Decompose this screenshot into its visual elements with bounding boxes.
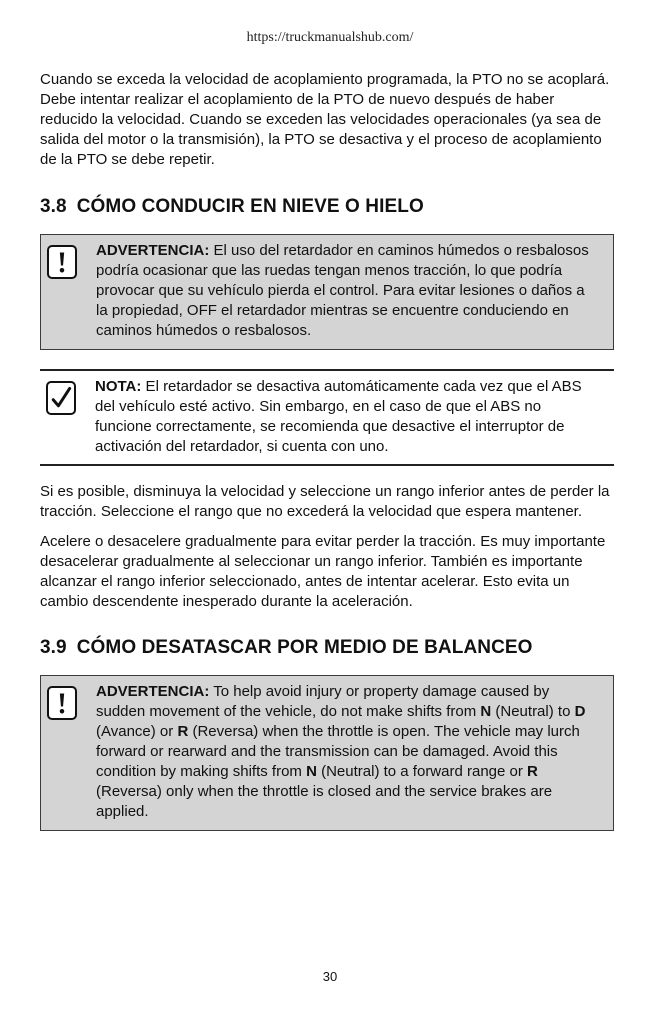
warning-text: (Reversa) only when the throttle is closed and the service brakes are applied.: [96, 783, 553, 820]
intro-paragraph: Cuando se exceda la velocidad de acoplamiento programada, la PTO no se acoplará. Debe intentar realizar el acoplamiento de la PTO de nuevo después de haber reducido la velocidad. Cuando se exceden las velocidades operacionales (ya sea de salida del motor o la transmisión), la PTO se desactiva y el proceso de acoplamiento de la PTO se debe repetir.: [40, 71, 610, 168]
gear-letter: R: [527, 763, 538, 780]
section-title: CÓMO DESATASCAR POR MEDIO DE BALANCEO: [76, 637, 533, 658]
exclamation-icon: [47, 245, 77, 279]
body-paragraph: Si es posible, disminuya la velocidad y seleccione un rango inferior antes de perder la tracción. Seleccione el rango que no excederá la velocidad que espera mantener.: [40, 483, 610, 520]
section-number: 3.8: [40, 196, 67, 217]
page-number: 30: [322, 969, 338, 984]
note-label: NOTA:: [95, 378, 142, 395]
section-heading-3-9: [40, 637, 614, 659]
header-url: https://truckmanualshub.com/: [246, 30, 414, 45]
exclamation-icon: [47, 686, 77, 720]
gear-letter: R: [177, 723, 189, 740]
warning-text: (Avance) or: [96, 723, 178, 740]
note-text: El retardador se desactiva automáticamente cada vez que el ABS del vehículo esté activo. Sin embargo, en el caso de que el ABS no funcione correctamente, se recomienda que desactive el interruptor de activación del retardador, si cuenta con uno.: [95, 378, 582, 455]
gear-letter: N: [306, 763, 317, 780]
warning-text: El uso del retardador en caminos húmedos o resbalosos podría ocasionar que las ruedas tengan menos tracción, lo que podría provocar que su vehículo pierda el control. Para evitar lesiones o daños a la propiedad, OFF el retardador mientras se encuentre conduciendo en caminos húmedos o resbalosos.: [96, 242, 589, 339]
body-paragraph: Acelere o desacelere gradualmente para evitar perder la tracción. Es muy importante desacelerar gradualmente al seleccionar un rango inferior. También es importante alcanzar el rango inferior seleccionado, antes de intentar acelerar. Esto evita un cambio descendente inesperado durante la aceleración.: [40, 533, 606, 610]
warning-box: [40, 234, 614, 350]
section-heading-3-8: [40, 196, 614, 218]
warning-text: To help avoid injury or property damage caused by sudden movement of the vehicle, do not make shifts from: [96, 683, 550, 720]
warning-label: ADVERTENCIA:: [96, 242, 210, 259]
warning-text: (Neutral) to a forward range or: [316, 763, 528, 780]
warning-box: [40, 675, 614, 831]
section-title: CÓMO CONDUCIR EN NIEVE O HIELO: [76, 196, 424, 217]
section-number: 3.9: [40, 637, 67, 658]
checkmark-icon: [46, 381, 76, 415]
page-content: [40, 70, 614, 831]
warning-text: (Reversa) when the throttle is open. The vehicle may lurch forward or rearward and the transmission can be damaged. Avoid this condition by making shifts from: [96, 723, 580, 780]
warning-text: (Neutral) to: [491, 703, 575, 720]
gear-letter: D: [574, 703, 586, 720]
warning-label: ADVERTENCIA:: [96, 683, 210, 700]
gear-letter: N: [480, 703, 492, 720]
note-box: [40, 369, 614, 466]
